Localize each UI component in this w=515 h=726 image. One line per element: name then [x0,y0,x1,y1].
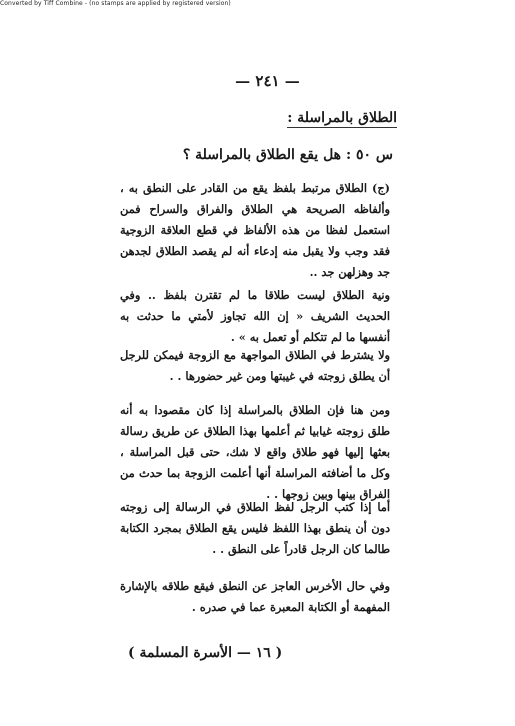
page-number: — ٢٤١ — [235,72,300,90]
paragraph-intent: ونية الطلاق ليست طلاقا ما لم تقترن بلفظ .. وفي الحديث الشريف « إن الله تجاوز لأمتي ما حدثت به أنفسها ما لم تتكلم أو تعمل به » . [120,288,390,344]
paragraph-answer: (ج) الطلاق مرتبط بلفظ يقع من القادر على النطق به ، وألفاظه الصريحة هي الطلاق والفراق والسراح فمن استعمل لفظا من هذه الألفاظ في قطع العلاقة الزوجية فقد وجب ولا يقبل منه إدعاء أنه لم يقصد الطلاق لجدهن جد وهزلهن جد .. [120,181,390,279]
paragraph-mute: وفي حال الأخرس العاجز عن النطق فيقع طلاقه بالإشارة المفهمة أو الكتابة المعبرة عما في صدره . [120,579,390,614]
paragraph-presence: ولا يشترط في الطلاق المواجهة مع الزوجة فيمكن للرجل أن يطلق زوجته في غيبتها ومن غير حضورها . . [120,348,390,383]
paragraph-writing: أما إذا كتب الرجل لفظ الطلاق في الرسالة إلى زوجته دون أن ينطق بهذا اللفظ فليس يقع الطلاق بمجرد الكتابة طالما كان الرجل قادراً على النطق . . [120,500,390,556]
book-reference: ( ١٦ — الأسرة المسلمة ) [128,645,283,661]
paragraph-correspondence: ومن هنا فإن الطلاق بالمراسلة إذا كان مقصودا به أنه طلق زوجته غيابيا ثم أعلمها بهذا الطلاق عن طريق رسالة بعثها إليها فهو طلاق واقع لا شك، حتى قبل المراسلة ، وكل ما أضافته المراسلة أنها أعلمت الزوجة بما حدث من الفراق بينها وبين زوجها . . [120,403,390,501]
question-text: س ٥٠ : هل يقع الطلاق بالمراسلة ؟ [182,147,393,163]
section-heading: الطلاق بالمراسلة : [287,110,397,126]
converter-banner: Converted by Tiff Combine - (no stamps are applied by registered version) [0,0,231,7]
